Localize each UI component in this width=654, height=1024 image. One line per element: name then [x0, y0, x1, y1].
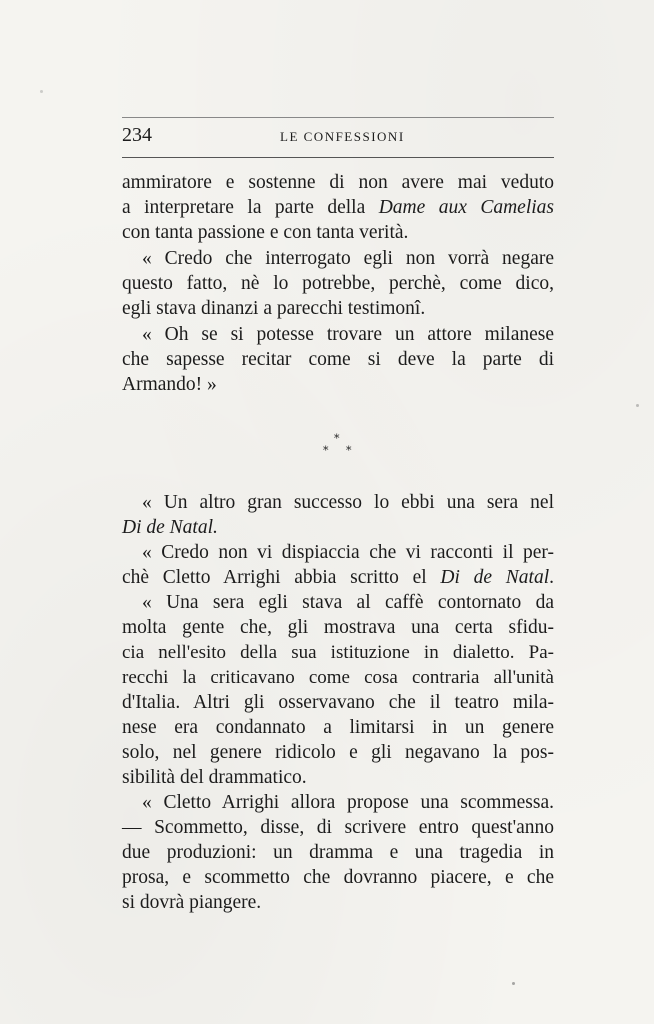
text-line: Armando! »: [122, 374, 217, 395]
text-line: — Scommetto, disse, di scrivere entro quest'anno: [122, 817, 554, 838]
ornament-star: *: [323, 444, 329, 457]
text-line: nese era condannato a limitarsi in un genere: [122, 717, 554, 738]
text-line: sibilità del drammatico.: [122, 767, 307, 788]
text-line: si dovrà piangere.: [122, 892, 262, 913]
text-line: questo fatto, nè lo potrebbe, perchè, come dico,: [122, 273, 554, 294]
paper-speck: [636, 404, 639, 407]
ornament-star: *: [334, 432, 340, 445]
paper-speck: [512, 982, 515, 985]
ornament-star: *: [346, 444, 352, 457]
text-line: « Credo non vi dispiaccia che vi racconti il per-: [142, 542, 554, 563]
text-line: chè Cletto Arrighi abbia scritto el Di de Natal.: [122, 567, 554, 588]
text-line: recchi la criticavano come cosa contraria all'unità: [122, 667, 554, 688]
text-line: ammiratore e sostenne di non avere mai veduto: [122, 172, 554, 193]
text-line: Di de Natal.: [122, 517, 218, 538]
text-line: prosa, e scommetto che dovranno piacere, e che: [122, 867, 554, 888]
text-line: cia nell'esito della sua istituzione in dialetto. Pa-: [122, 642, 554, 663]
running-title: LE CONFESSIONI: [280, 129, 405, 144]
text-line: « Oh se si potesse trovare un attore milanese: [142, 324, 554, 345]
text-line: molta gente che, gli mostrava una certa sfidu-: [122, 617, 554, 638]
text-line: che sapesse recitar come si deve la parte di: [122, 349, 554, 370]
text-line: a interpretare la parte della Dame aux Camelias: [122, 197, 554, 218]
text-line: « Una sera egli stava al caffè contornato da: [142, 592, 554, 613]
text-line: « Cletto Arrighi allora propose una scommessa.: [142, 792, 554, 813]
text-line: con tanta passione e con tanta verità.: [122, 222, 409, 243]
section-break-ornament: [310, 432, 370, 462]
text-line: « Credo che interrogato egli non vorrà negare: [142, 248, 554, 269]
text-line: solo, nel genere ridicolo e gli negavano la pos-: [122, 742, 554, 763]
text-line: egli stava dinanzi a parecchi testimonî.: [122, 298, 426, 319]
running-head: [122, 124, 554, 150]
text-line: « Un altro gran successo lo ebbi una sera nel: [142, 492, 554, 513]
text-line: d'Italia. Altri gli osservavano che il teatro mila-: [122, 692, 554, 713]
page-number: 234: [122, 124, 152, 146]
paper-speck: [40, 90, 43, 93]
header-rule-top: [122, 117, 554, 118]
text-line: due produzioni: un dramma e una tragedia in: [122, 842, 554, 863]
header-rule-bottom: [122, 157, 554, 158]
